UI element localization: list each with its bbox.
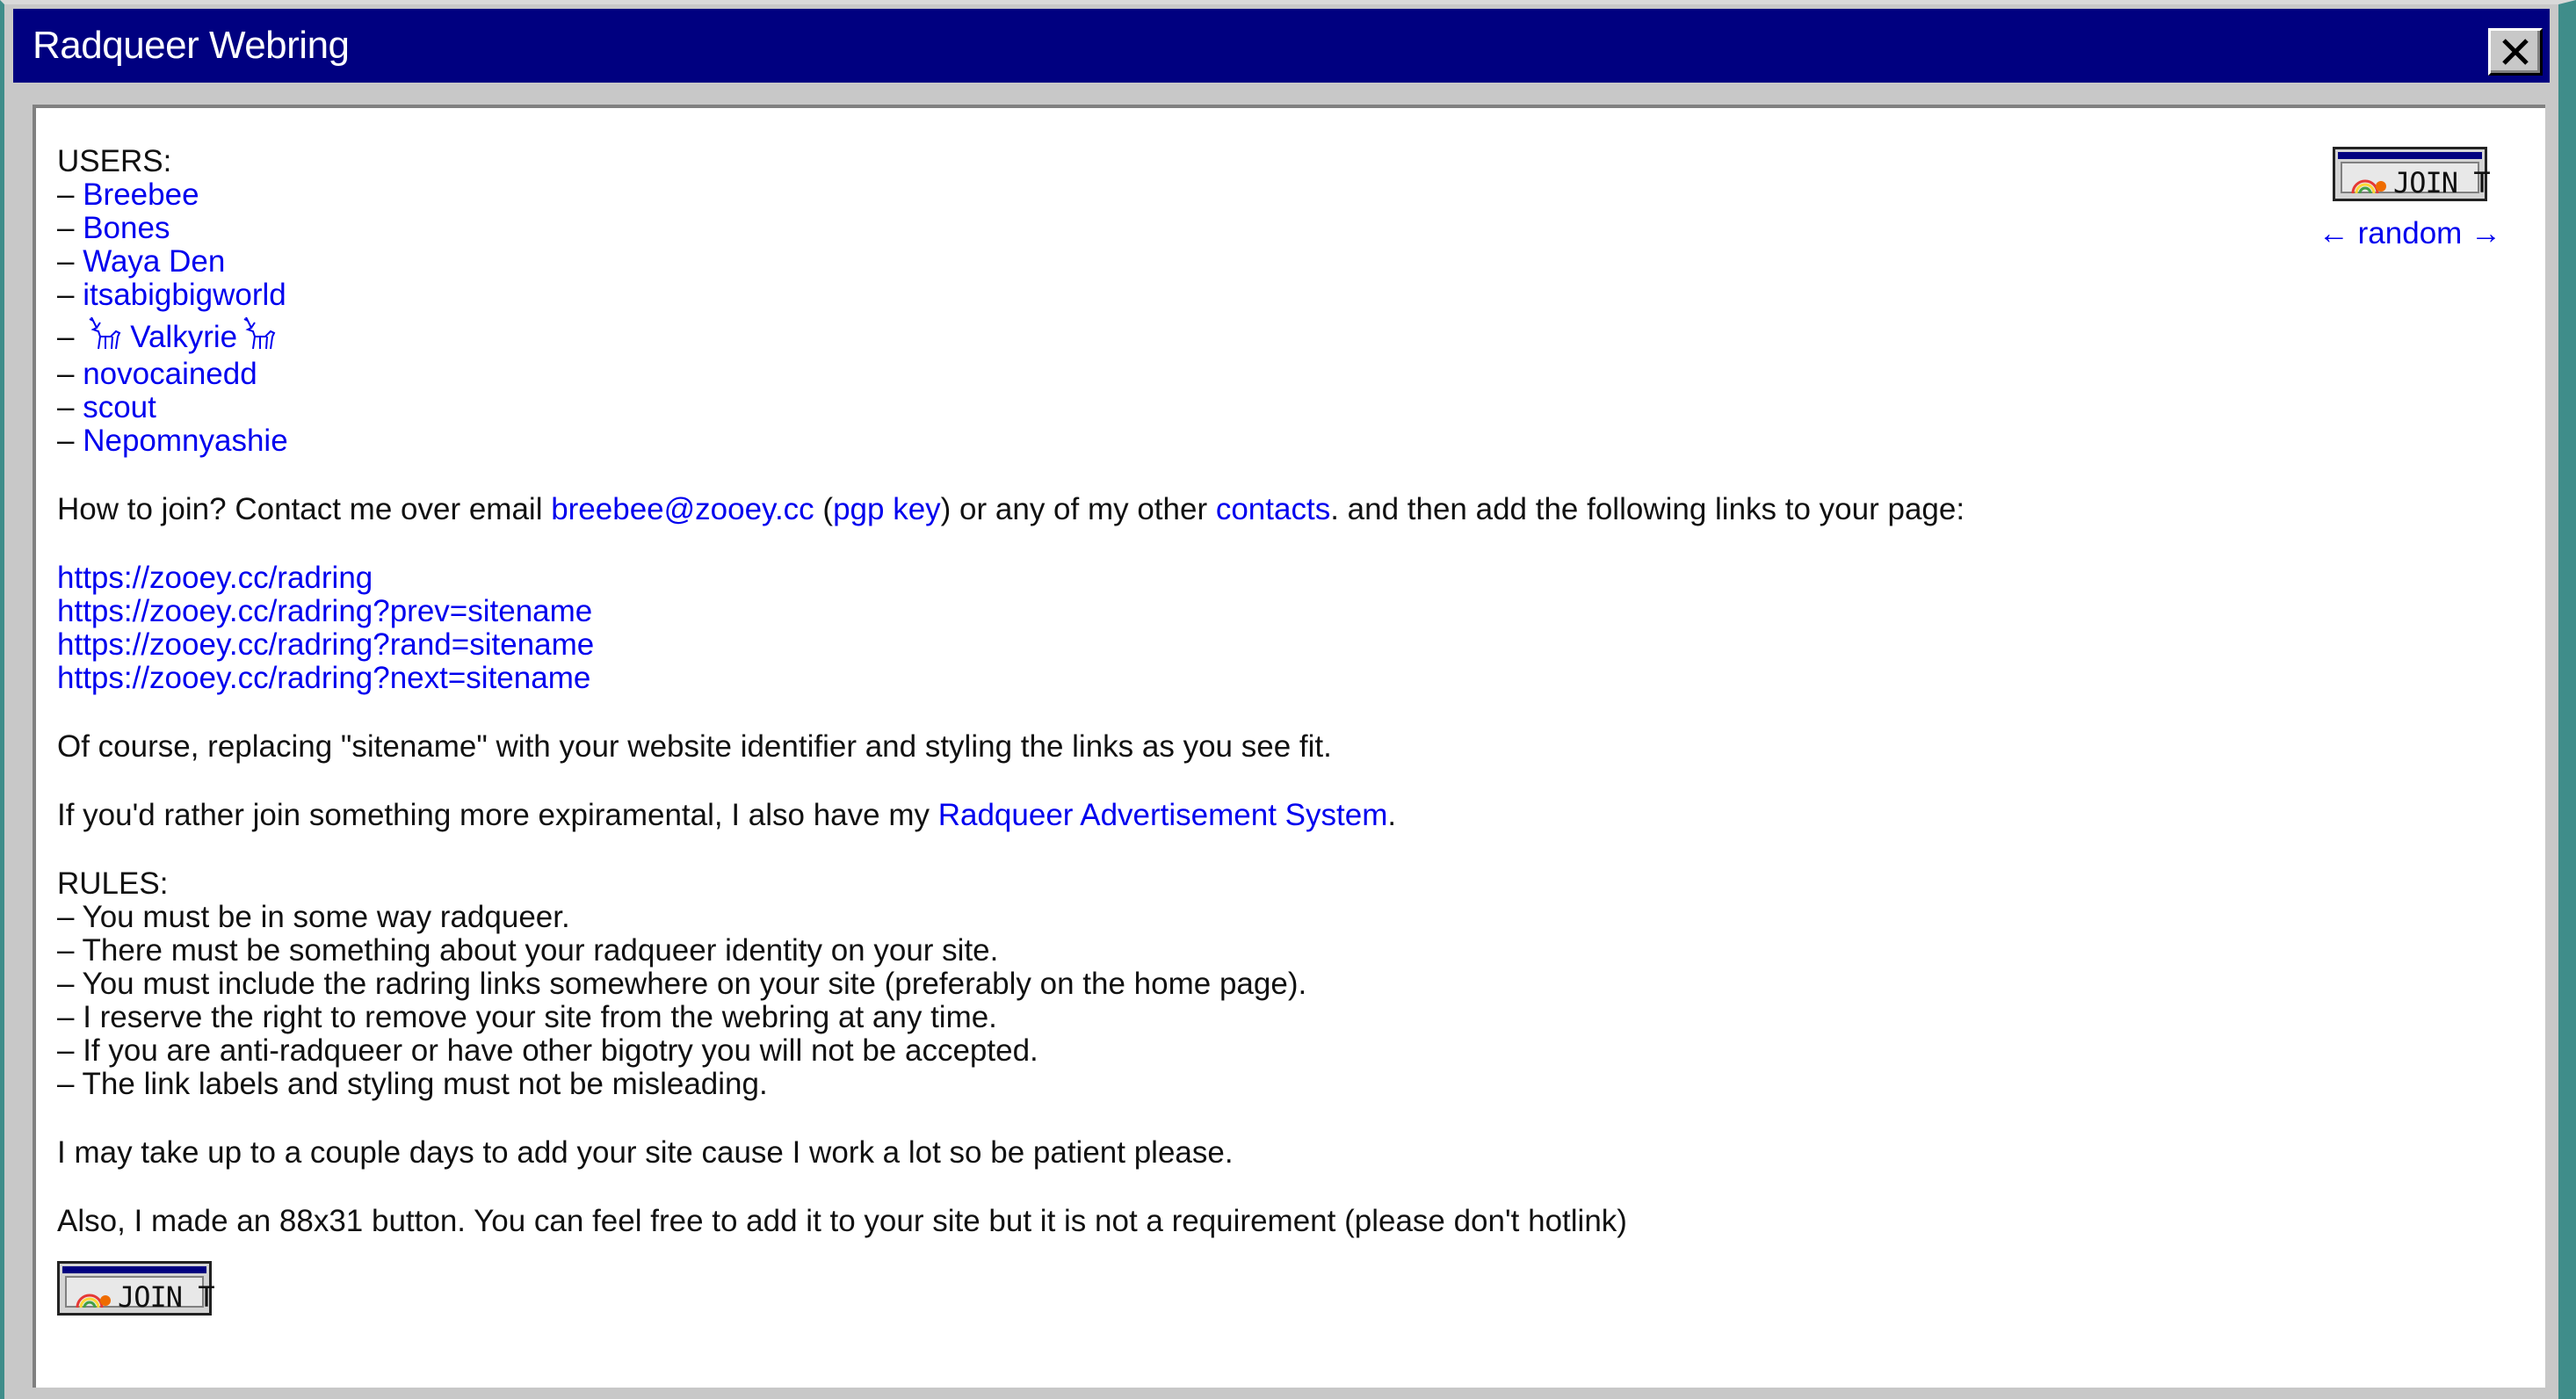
rule-item: – You must be in some way radqueer. xyxy=(57,900,570,934)
webring-link-prev[interactable]: https://zooey.cc/radring?prev=sitename xyxy=(57,594,593,628)
user-list-item: – Bones xyxy=(57,211,170,245)
webring-link-rand[interactable]: https://zooey.cc/radring?rand=sitename xyxy=(57,627,595,662)
radring-badge-button[interactable] xyxy=(2333,147,2490,201)
webring-link-home[interactable]: https://zooey.cc/radring xyxy=(57,561,373,595)
replace-note: Of course, replacing "sitename" with your website identifier and styling the links as you see fit. xyxy=(57,729,1332,764)
pgp-key-link[interactable]: pgp key xyxy=(833,492,941,526)
rule-item: – The link labels and styling must not be misleading. xyxy=(57,1067,768,1101)
content-panel xyxy=(33,105,2545,1388)
badge-label: JOIN T xyxy=(2393,166,2490,199)
user-link-bones[interactable]: Bones xyxy=(83,211,170,245)
user-list-item: – Valkyrie xyxy=(57,312,2254,358)
user-link-breebee[interactable]: Breebee xyxy=(83,178,199,212)
deer-icon xyxy=(84,317,128,352)
join-instructions: How to join? Contact me over email breebee@zooey.cc (pgp key) or any of my other contacts. and then add the following links to your page: xyxy=(57,492,1965,526)
webring-link-next[interactable]: https://zooey.cc/radring?next=sitename xyxy=(57,661,591,695)
next-arrow-link[interactable]: → xyxy=(2471,216,2502,250)
advertisement-system-link[interactable]: Radqueer Advertisement System xyxy=(937,798,1388,832)
prev-arrow-link[interactable]: ← xyxy=(2318,216,2349,250)
email-link[interactable]: breebee@zooey.cc xyxy=(551,492,814,526)
user-link-nepomnyashie[interactable]: Nepomnyashie xyxy=(83,424,288,458)
content-body xyxy=(57,145,2254,1323)
user-link-valkyrie-label: Valkyrie xyxy=(130,320,238,354)
user-list-item: – Waya Den xyxy=(57,244,226,279)
webring-link-item xyxy=(57,662,2254,695)
user-list-item: – Breebee xyxy=(57,178,199,212)
user-link-scout[interactable]: scout xyxy=(83,390,156,424)
title-bar[interactable] xyxy=(13,9,2550,83)
webring-link-item xyxy=(57,595,2254,628)
rule-item: – There must be something about your radqueer identity on your site. xyxy=(57,933,999,968)
user-link-waya-den[interactable]: Waya Den xyxy=(83,244,226,279)
rule-item: – I reserve the right to remove your site from the webring at any time. xyxy=(57,1000,997,1034)
webring-link-item xyxy=(57,628,2254,662)
rule-item: – You must include the radring links somewhere on your site (preferably on the home page). xyxy=(57,967,1307,1001)
window-title: Radqueer Webring xyxy=(33,24,350,67)
close-icon xyxy=(2501,38,2529,66)
user-list-item: – itsabigbigworld xyxy=(57,278,286,312)
user-list-item: – novocainedd xyxy=(57,357,257,391)
webring-nav xyxy=(2313,217,2507,250)
deer-icon xyxy=(239,317,283,352)
user-link-valkyrie[interactable] xyxy=(83,320,285,354)
users-heading: USERS: xyxy=(57,144,172,178)
contacts-link[interactable]: contacts xyxy=(1215,492,1331,526)
user-list-item: – Nepomnyashie xyxy=(57,424,288,458)
rainbow-icon xyxy=(74,1287,112,1309)
webring-link-item xyxy=(57,562,2254,595)
rules-heading: RULES: xyxy=(57,866,169,901)
user-link-novocainedd[interactable]: novocainedd xyxy=(83,357,257,391)
rule-item: – If you are anti-radqueer or have other bigotry you will not be accepted. xyxy=(57,1033,1038,1068)
close-button[interactable] xyxy=(2488,28,2543,76)
webring-nav-panel xyxy=(2313,147,2507,250)
badge-label: JOIN T xyxy=(118,1280,214,1314)
patience-note: I may take up to a couple days to add your site cause I work a lot so be patient please. xyxy=(57,1135,1234,1170)
random-link[interactable]: random xyxy=(2357,216,2463,250)
ads-note: If you'd rather join something more expiramental, I also have my Radqueer Advertisement System. xyxy=(57,798,1397,832)
radring-88x31-button[interactable] xyxy=(57,1261,212,1316)
rainbow-icon xyxy=(2349,172,2388,195)
user-link-itsabigbigworld[interactable]: itsabigbigworld xyxy=(83,278,286,312)
button-note: Also, I made an 88x31 button. You can feel free to add it to your site but it is not a requirement (please don't hotlink) xyxy=(57,1204,1627,1238)
user-list-item: – scout xyxy=(57,390,156,424)
